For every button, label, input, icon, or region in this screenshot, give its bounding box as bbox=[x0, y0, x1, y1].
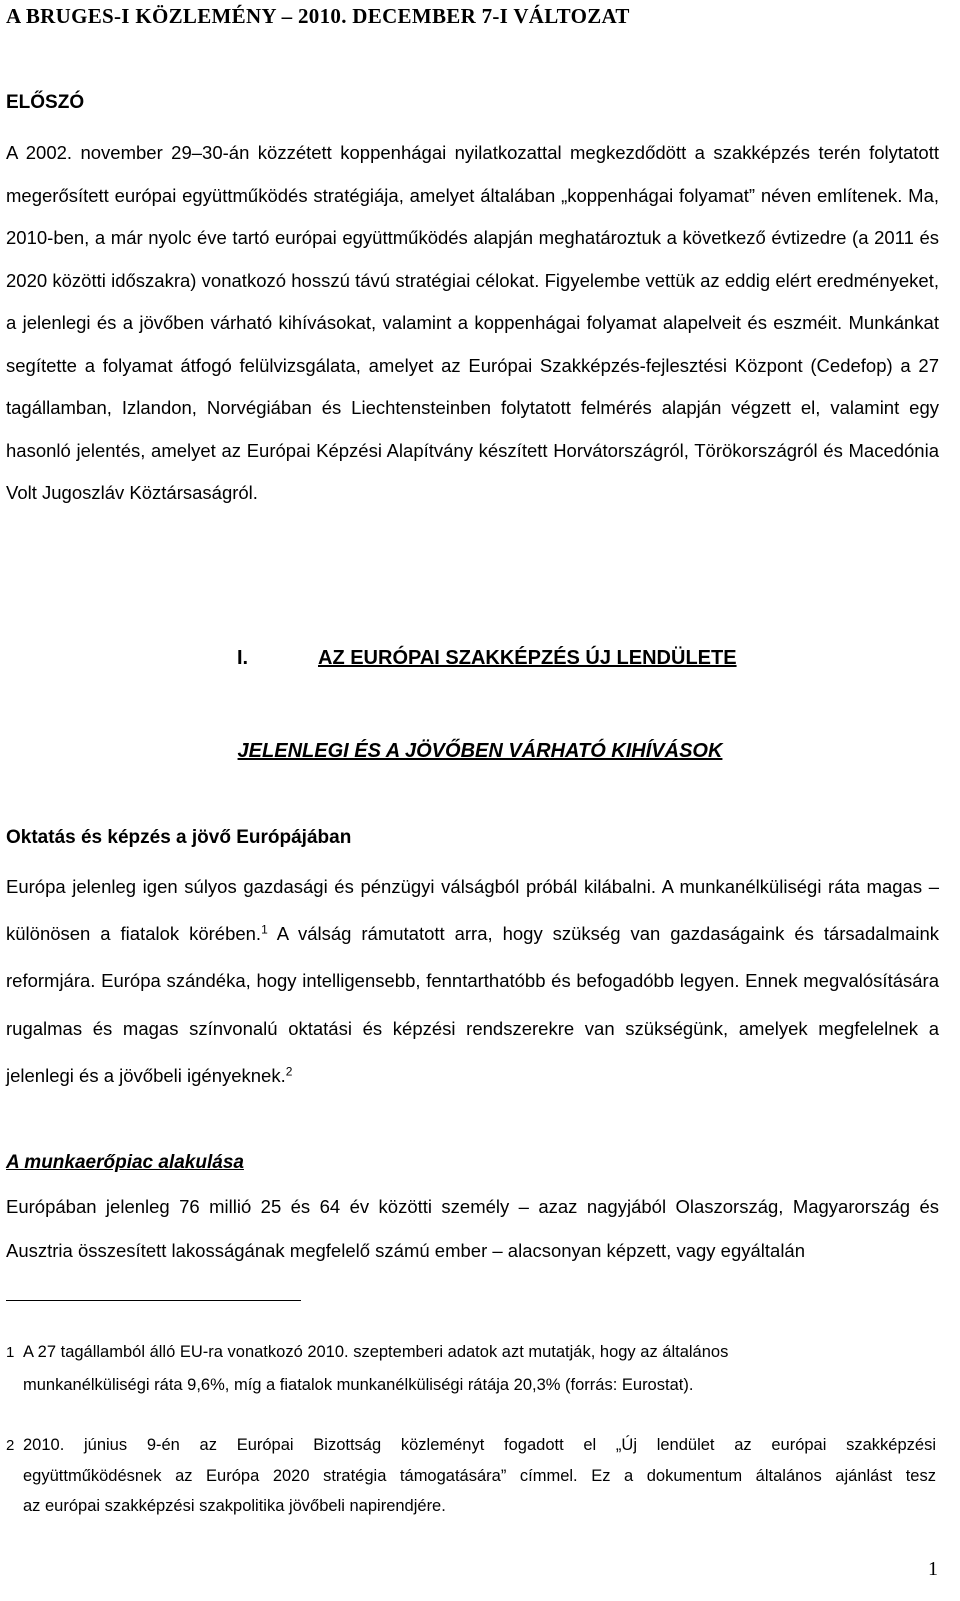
education-text-b: A válság rámutatott arra, hogy szükség van gazdaságaink és társadalmaink reformjára. Európa szándéka, hogy intelligensebb, fenntarthatóbb és befogadóbb legyen. Ennek megvalósítására rugalmas és magas színvonalú oktatási és képzési rendszerekre van szükségünk, amelyek megfelelnek a jelenlegi és a jövőbeli igényeknek. bbox=[6, 923, 939, 1086]
education-text-a: Európa jelenleg igen súlyos gazdasági és pénzügyi válságból próbál kilábalni. A munkanélküliségi ráta magas – különösen a fiatalok körében. bbox=[6, 876, 939, 945]
section-number: I. bbox=[237, 647, 249, 669]
footnote-1-line-2: munkanélküliségi ráta 9,6%, míg a fiatalok munkanélküliségi rátája 20,3% (forrás: Eurostat). bbox=[23, 1376, 694, 1394]
education-heading: Oktatás és képzés a jövő Európájában bbox=[6, 827, 352, 848]
footnote-ref-1[interactable]: 1 bbox=[261, 922, 268, 937]
document-header: A BRUGES-I KÖZLEMÉNY – 2010. DECEMBER 7-I VÁLTOZAT bbox=[6, 4, 630, 28]
section-title: AZ EURÓPAI SZAKKÉPZÉS ÚJ LENDÜLETE bbox=[318, 647, 737, 669]
footnote-1-mark: 1 bbox=[6, 1344, 15, 1361]
preface-paragraph: A 2002. november 29–30-án közzétett koppenhágai nyilatkozattal megkezdődött a szakképzés terén folytatott megerősített európai együttműködés stratégiája, amelyet általában „koppenhágai folyamat” néven említenek. Ma, 2010-ben, a már nyolc éve tartó európai együttműködés alapján meghatároztuk a következő évtizedre (a 2011 és 2020 közötti időszakra) vonatkozó hosszú távú stratégiai célokat. Figyelembe vettük az eddig elért eredményeket, a jelenlegi és a jövőben várható kihívásokat, valamint a koppenhágai folyamat alapelveit és eszméit. Munkánkat segítette a folyamat átfogó felülvizsgálata, amelyet az Európai Szakképzés-fejlesztési Központ (Cedefop) a 27 tagállamban, Izlandon, Norvégiában és Liechtensteinben folytatott felmérés alapján végzett el, valamint egy hasonló jelentés, amelyet az Európai Képzési Alapítvány készített Horvátországról, Törökországról és Macedónia Volt Jugoszláv Köztársaságról. bbox=[6, 142, 939, 503]
footnote-2-mark: 2 bbox=[6, 1437, 15, 1454]
footnote-ref-2[interactable]: 2 bbox=[285, 1064, 293, 1079]
preface-heading: ELŐSZÓ bbox=[6, 92, 85, 113]
footnote-1 bbox=[6, 1336, 936, 1401]
education-paragraph bbox=[6, 863, 939, 1099]
footnote-2-line-1: 2010. június 9-én az Európai Bizottság közleményt fogadott el „Új lendület az európai szakképzési bbox=[23, 1436, 936, 1454]
section-subtitle: JELENLEGI ÉS A JÖVŐBEN VÁRHATÓ KIHÍVÁSOK bbox=[237, 740, 723, 762]
footnote-2 bbox=[6, 1430, 936, 1521]
labour-market-heading: A munkaerőpiac alakulása bbox=[6, 1152, 244, 1173]
footnote-divider bbox=[6, 1300, 301, 1301]
footnote-1-line-1: A 27 tagállamból álló EU-ra vonatkozó 2010. szeptemberi adatok azt mutatják, hogy az általános bbox=[23, 1343, 729, 1361]
footnote-2-line-2: együttműködésnek az Európa 2020 stratégia támogatására” címmel. Ez a dokumentum általános ajánlást tesz bbox=[23, 1467, 936, 1485]
footnote-2-line-3: az európai szakképzési szakpolitika jövőbeli napirendjére. bbox=[23, 1497, 446, 1515]
page-number: 1 bbox=[928, 1558, 938, 1580]
labour-market-paragraph: Európában jelenleg 76 millió 25 és 64 év közötti személy – azaz nagyjából Olaszország, Magyarország és Ausztria összesített lakosságának megfelelő számú ember – alacsonyan képzett, vagy egyáltalán bbox=[6, 1196, 939, 1261]
